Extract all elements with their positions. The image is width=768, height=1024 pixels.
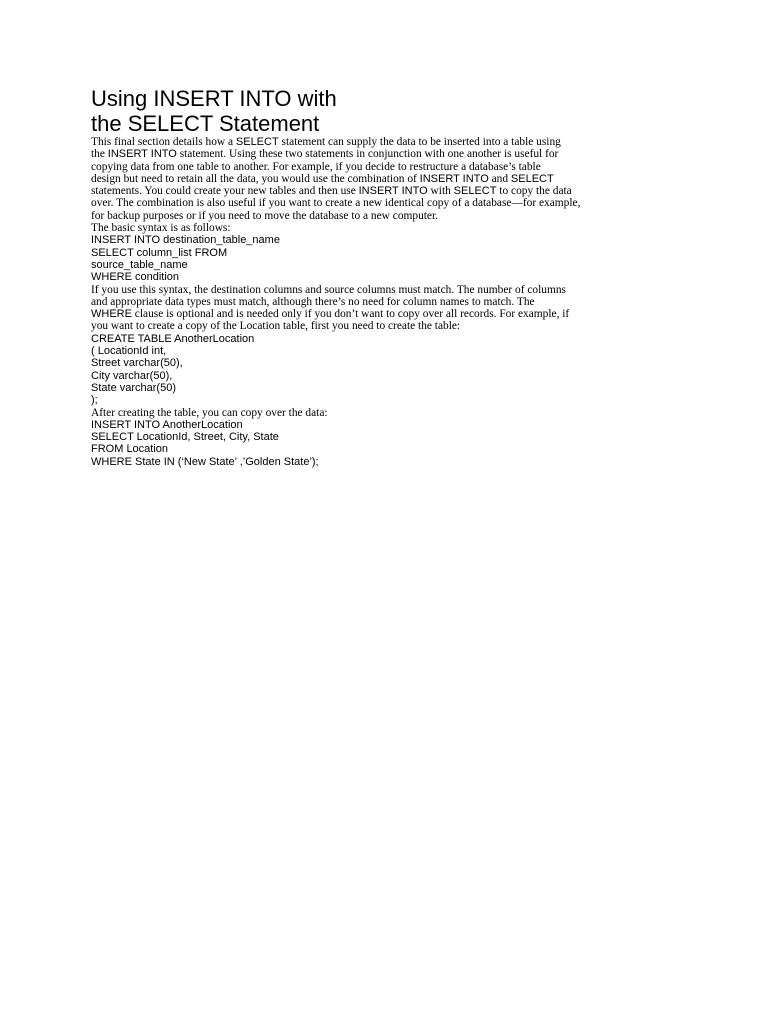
text-run: and [488,172,511,185]
text-run: copying data from one table to another. For example, if you decide to restructure a database’s table [91,160,541,173]
code-line: WHERE condition [91,271,180,284]
text-run: to copy the data [496,185,572,198]
code-line: ( LocationId int, [91,345,167,358]
text-run: with [427,185,454,198]
code-line: source_table_name [91,258,188,271]
text-run: statement. Using these two statements in conjunction with one another is useful for [176,148,559,161]
code-line: WHERE State IN (‘New State’ ,’Golden State’); [91,455,319,468]
title-line-2: the SELECT Statement [91,111,320,136]
title-line-1: Using INSERT INTO with [91,86,337,111]
paragraph-1-line [91,161,611,173]
code-line: State varchar(50) [91,381,176,394]
code-line: INSERT INTO AnotherLocation [91,418,243,431]
copy-intro: After creating the table, you can copy over the data: [91,406,328,419]
paragraph-1-line [91,173,611,185]
text-run: the [91,148,108,161]
inline-code: INSERT INTO [419,172,489,185]
inline-code: INSERT INTO [107,148,177,161]
code-line: Street varchar(50), [91,357,183,370]
code-line: FROM Location [91,443,169,456]
inline-code: SELECT [510,172,554,185]
paragraph-2-line [91,296,611,308]
paragraph-1-line [91,136,611,148]
text-run: statements. You could create your new tables and then use [91,185,359,198]
document-body [91,136,611,468]
text-run: you want to create a copy of the Location table, first you need to create the table: [91,320,461,333]
text-run: design but need to retain all the data, you would use the combination of [91,172,420,185]
page-title [91,86,611,136]
text-run: over. The combination is also useful if you want to create a new identical copy of a database—for example, [91,197,581,210]
code-line: SELECT LocationId, Street, City, State [91,431,279,444]
document-page [91,86,611,468]
text-run: and appropriate data types must match, although there’s no need for column names to match. The [91,295,535,308]
code-line: SELECT column_list FROM [91,246,228,259]
paragraph-1-line [91,210,611,222]
text-run: for backup purposes or if you need to move the database to a new computer. [91,209,438,222]
code-line: INSERT INTO destination_table_name [91,234,280,247]
code-line: City varchar(50), [91,369,173,382]
paragraph-1-line [91,185,611,197]
paragraph-2-line [91,308,611,320]
text-run: statement can supply the data to be inserted into a table using [278,136,561,148]
paragraph-2-line [91,320,611,332]
paragraph-1-line [91,148,611,160]
text-run: clause is optional and is needed only if you don’t want to copy over all records. For example, if [131,308,570,321]
paragraph-1-line [91,197,611,209]
inline-code: WHERE [91,308,132,321]
inline-code: SELECT [453,185,497,198]
paragraph-2-line [91,284,611,296]
syntax-intro: The basic syntax is as follows: [91,222,231,235]
code-line: CREATE TABLE AnotherLocation [91,332,255,345]
text-run: If you use this syntax, the destination columns and source columns must match. The number of columns [91,283,566,296]
code-line: ); [91,394,98,407]
inline-code: INSERT INTO [358,185,428,198]
text-run: This final section details how a [91,136,236,148]
inline-code: SELECT [235,136,279,148]
